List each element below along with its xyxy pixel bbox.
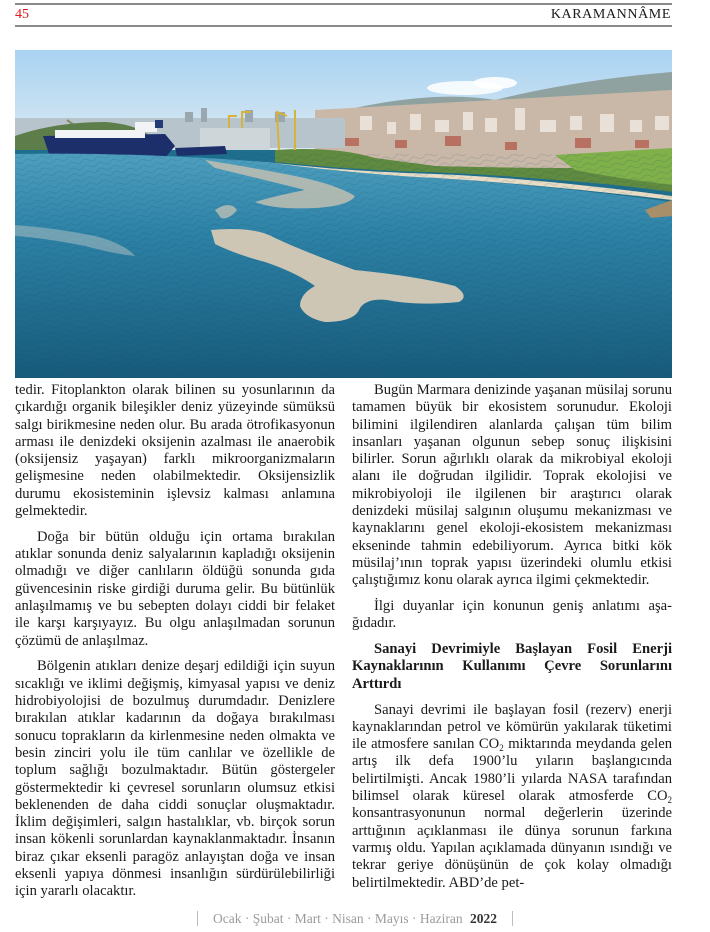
left-column <box>15 382 335 909</box>
footer-divider <box>512 911 513 926</box>
issue-months: Ocak · Şubat · Mart · Nisan · Mayıs · Haziran <box>212 910 463 926</box>
paragraph: İlgi duyanlar için konunun geniş anlatımı aşağıdadır. <box>352 598 672 632</box>
mucilage-sea-photo-icon <box>15 50 672 378</box>
page-number: 45 <box>15 7 29 22</box>
paragraph: Bugün Marmara denizinde yaşanan müsilaj sorunu tamamen büyük bir ekosistem sorunudur. Ekoloji bilimini ilgilendiren alanlarda çalışan tüm bilim insanları yaşanan olgunun sebep sonuç ilişkisini bilirler. Sorun ağırlıklı olarak da mikrobiyal ekoloji alanı ile doğrudan ilgilidir. Toprak ekolojisi ve mikrobiyoloji ile ilgilenen bir araştırıcı olarak denizdeki müsilaj salgının oluşumu mekanizması ve kaynaklarını genel ekoloji-ekosistem mekanizması ekseninde tahmin edebiliyorum. Ayrıca bitki kök müsilaj’ının toprak yapısı üzerindeki olumlu etkisi çalıştığımız konu olarak ayrıca ilgimi çekmektedir. <box>352 382 672 589</box>
article-photo <box>15 50 672 378</box>
page-header <box>15 3 672 27</box>
issue-year: 2022 <box>470 910 498 926</box>
paragraph: Bölgenin atıkları denize deşarj edildiği için suyun sıcaklığı ve iklimi değişmiş, kimyasal yapısı ve deniz hidrobiyolojisi de bozulmuş durumdadır. Denizlere bırakılan atıklar kadarının da doğaya bırakılması sonucu toprakların da kirlenmesine neden olmakta ve besin zinciri yolu ile tüm canlılar ve özellikle de toplum sağlığı bozulmaktadır. Bütün göstergeler göstermektedir ki çevresel sorunların olumsuz etkisi beklenenden de daha ciddi sonuçlar oluşmaktadır. İklim değişimleri, salgın hastalıklar, vb. birçok sorun insan kökenli sorunlardan kaynaklanmaktadır. İnsanın biraz çıkar eksenli paragöz anlayıştan doğa ve insan eksenli yapıya dönmesi insanlığın sürdürülebilirliği için yararlı olacaktır. <box>15 658 335 900</box>
paragraph: Doğa bir bütün olduğu için ortama bırakılan atıklar sonunda deniz salyalarının kapladığı oksijenin olmadığı ve diğer canlıların öldüğü sonunda gıda güvencesinin riske girdiği duruma gelir. Bu bütünlük anlaşılmamış ve bu sebepten dolayı ciddi bir felaket ile karşı karşıyayız. Bu olgu anlaşılmadan sorunun çözümü de anlaşılmaz. <box>15 528 335 649</box>
subscript: 2 <box>499 743 504 754</box>
right-column <box>352 382 672 900</box>
section-heading: Sanayi Devrimiyle Başlayan Fosil Enerji Kaynaklarının Kullanımı Çevre Sorunlarını Arttırdı <box>352 641 672 692</box>
page-footer <box>0 910 710 930</box>
paragraph-text: miktarında meydanda gelen artış ilk defa 1900’lu yıların başlangıcında belirtilmişti. Ancak 1980’li yılarda NASA tarafından bilimsel olarak küresel olarak atmosferde CO <box>352 736 672 805</box>
footer-divider <box>197 911 198 926</box>
paragraph-text: konsantrasyonunun normal değerlerin üzerinde arttığının açıklanması ile dünya sorunun farkına varmış oldu. Yapılan açıklamada dünyanın ısındığı ve tekrar geriye dönüşünün de çok kolay olmadığı belirtilmektedir. ABD’de pet- <box>352 805 672 891</box>
subscript: 2 <box>667 795 672 806</box>
paragraph <box>352 702 672 892</box>
magazine-title: KARAMANNÂME <box>550 7 671 22</box>
paragraph: tedir. Fitoplankton olarak bilinen su yosunlarının da çıkardığı organik bileşikler deniz yüzeyinde sümüksü salgı birikmesine neden olur. Bu arada ötrofikasyonun arması ile denizdeki oksijenin azalması ile anaerobik (oksijensiz yaşayan) farklı mikroorganizmaların gelişmesine neden olabilmektedir. Oksijensizlik durumu ekosisteminin işlevsiz kalması anlamına gelmektedir. <box>15 382 335 520</box>
paragraph-text: Sanayi devrimi ile başlayan fosil (rezerv) enerji kaynaklarından petrol ve kömürün yakılarak tüketimi ile atmosfere sanılan CO <box>352 701 672 753</box>
